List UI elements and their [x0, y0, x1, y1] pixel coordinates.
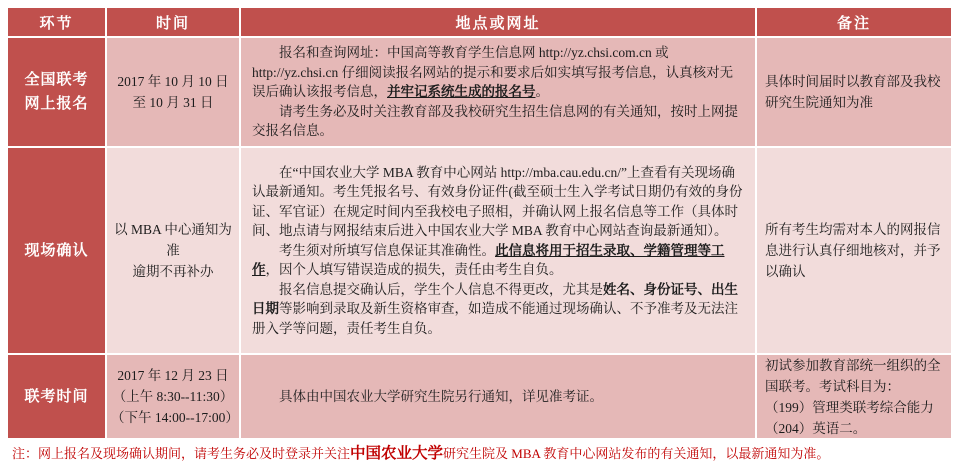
- schedule-table: [8, 8, 951, 438]
- stage-cell-exam-time: 联考时间: [8, 355, 105, 438]
- location-cell-online-registration: 报名和查询网址：中国高等教育学生信息网 http://yz.chsi.com.cn 或 http://yz.chsi.cn 仔细阅读报名网站的提示和要求后如实填写报考信息，认真核对无误后确认该报考信息，并牢记系统生成的报名号。 请考生务必及时关注教育部及我校研究生招生信息网的有关通知，按时上网提交报名信息。: [241, 38, 755, 146]
- note-cell-online-registration: 具体时间届时以教育部及我校研究生院通知为准: [757, 38, 951, 146]
- time-cell-exam-time: 2017 年 12 月 23 日 （上午 8:30--11:30） （下午 14:00--17:00）: [107, 355, 239, 438]
- stage-cell-online-registration: 全国联考 网上报名: [8, 38, 105, 146]
- note-cell-onsite-confirmation: 所有考生均需对本人的网报信息进行认真仔细地核对，并予以确认: [757, 148, 951, 353]
- time-cell-online-registration: 2017 年 10 月 10 日 至 10 月 31 日: [107, 38, 239, 146]
- location-cell-onsite-confirmation: 在“中国农业大学 MBA 教育中心网站 http://mba.cau.edu.cn/”上查看有关现场确认最新通知。考生凭报名号、有效身份证件(截至硕士生入学考试日期仍有效的身份证、军官证）在规定时间内至我校电子照相，并确认网上报名信息等工作（具体时间、地点请与网报结束后进入中国农业大学 MBA 教育中心网站查询最新通知）。 考生须对所填写信息保证其准确性。此信息将用于招生录取、学籍管理等工作，因个人填写错误造成的损失，责任由考生自负。 报名信息提交确认后，学生个人信息不得更改，尤其是姓名、身份证号、出生日期等影响到录取及新生资格审查，如造成不能通过现场确认、不予准考及无法注册入学等问题，责任考生自负。: [241, 148, 755, 353]
- time-cell-onsite-confirmation: 以 MBA 中心通知为准 逾期不再补办: [107, 148, 239, 353]
- header-cell-note: 备注: [757, 8, 951, 36]
- stage-cell-onsite-confirmation: 现场确认: [8, 148, 105, 353]
- header-cell-location: 地点或网址: [241, 8, 755, 36]
- note-cell-exam-time: 初试参加教育部统一组织的全国联考。考试科目为： （199）管理类联考综合能力 （204）英语二。: [757, 355, 951, 438]
- header-cell-stage: 环节: [8, 8, 105, 36]
- location-cell-exam-time: 具体由中国农业大学研究生院另行通知，详见准考证。: [241, 355, 755, 438]
- header-cell-time: 时间: [107, 8, 239, 36]
- footnote-clipped-text: 注：网上报名及现场确认期间，请考生务必及时登录并关注中国农业大学研究生院及 MBA 教育中心网站发布的有关通知，以最新通知为准。: [12, 445, 830, 462]
